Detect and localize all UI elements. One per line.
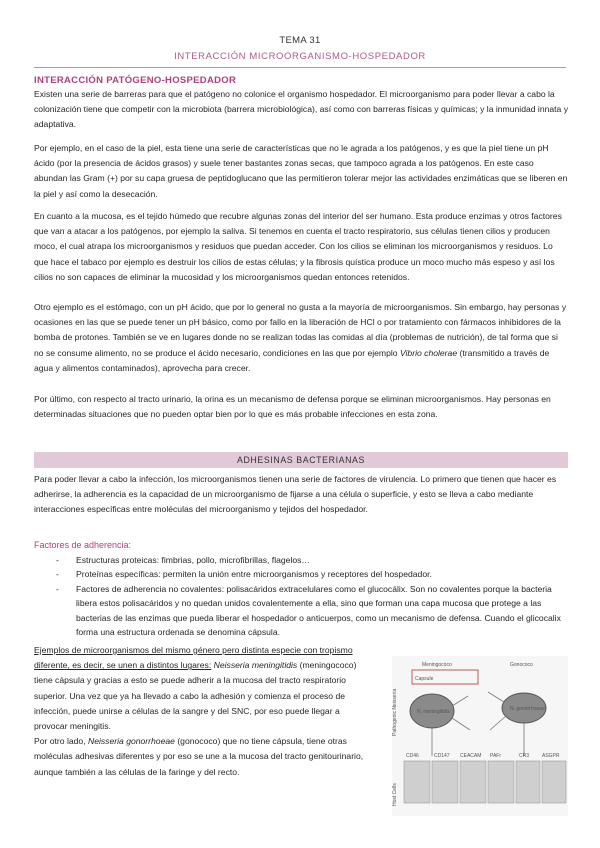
- host-cells: [404, 761, 566, 803]
- subheading-adherence: Factores de adherencia:: [34, 540, 132, 550]
- topic-number: TEMA 31: [279, 35, 321, 46]
- gonorrhoeae-text: (gonococo) que no tiene cápsula, tiene otras moléculas adhesivas diferentes y por eso se une a la mucosa del tracto genitourinario, aunque también a las células de la faringe y del recto.: [34, 736, 364, 777]
- adherence-list: [56, 553, 568, 639]
- figure-label-left: Meningococo: [422, 662, 452, 668]
- stomach-text-a: Otro ejemplo es el estómago, con un pH ácido, que por lo general no gusta a la mayoría de microorganismos. Sin embargo, hay personas y ocasiones en las que se puede tener un pH básico, como por fallo en la liberación de HCl o por tratamiento con fármacos inhibidores de la bomba de protones. También se ve en lugares donde no se realizan todas las comidas al día (problemas de nutrición), de tal forma que si no se consume alimento, no se produce el ácido necesario, condiciones en las que por ejemplo: [34, 302, 567, 358]
- receptor-label: CEACAM: [460, 753, 482, 759]
- receptor-label: CR3: [519, 753, 530, 759]
- stomach-text-b: (transmitido a través de agua y alimentos contaminados), aprovecha para crecer.: [34, 347, 550, 373]
- paragraph-mucosa: En cuanto a la mucosa, es el tejido húmedo que recubre algunas zonas del interior del ser humano. Esta produce enzimas y otros factores que van a atacar a los patógenos, por ejemplo la saliva. Si tenemos en cuenta el tracto respiratorio, sus células tienen cilios y producen moco, el cual atrapa los microorganismos y residuos que puedan acceder. Con los cilios se eliminan los microorganismos y residuos. Lo que hace el tabaco por ejemplo es destruir los cilios de estas células; y la fibrosis quística produce un moco mucho más espeso y así los cilios no son capaces de eliminar la mucosidad y los microorganismos quedan entonces retenidos.: [34, 211, 562, 282]
- receptor-label: PAFr: [490, 753, 502, 759]
- species-meningitidis: Neisseria meningitidis: [213, 660, 298, 671]
- paragraph-barriers: Existen una serie de barreras para que el patógeno no colonice el organismo hospedador. El microorganismo para poder llevar a cabo la colonización tiene que competir con la microbiota (barrera microbiológica), así como con barreras físicas y químicas; y la inmunidad innata y adaptativa.: [34, 89, 569, 130]
- figure-side-label-bottom: Host Cells: [392, 783, 398, 806]
- paragraph-urinary: Por último, con respecto al tracto urinario, la orina es un mecanismo de defensa porque se eliminan microorganismos. Hay personas en determinadas situaciones que no pueden optar bien por lo que es más probable infecciones en esta zona.: [34, 394, 551, 420]
- header-divider: [34, 67, 566, 68]
- figure-label-right: Gonococo: [510, 662, 533, 668]
- meningitidis-text: (meningococo) tiene cápsula y gracias a esto se puede adherir a la mucosa del tracto respiratorio superior. Una vez que ya ha llevado a cabo la adhesión y comienza el proceso de infección, puede unirse a células de la sangre y del SNC, por eso puede llegar a provocar meningitis.: [34, 660, 357, 732]
- bullet-dash: -: [56, 555, 59, 565]
- receptor-label: ASGPR: [542, 753, 560, 759]
- paragraph-skin: Por ejemplo, en el caso de la piel, esta tiene una serie de características que no le agrada a los patógenos, y es que la piel tiene un pH ácido (por la presencia de ácidos grasos) y suele tener bastantes zonas secas, que tampoco agrada a los patógenos. En este caso abundan las Gram (+) por su capa gruesa de peptidoglucano que las permitieron tolerar mejor las actividades enzimáticas que se liberen en la piel y así como la desecación.: [34, 143, 568, 199]
- figure-side-label-top: Pathogenic Neisseria: [392, 688, 398, 736]
- meningococcus-label: N. meningitidis: [417, 709, 450, 715]
- topic-title: INTERACCIÓN MICROORGANISMO-HOSPEDADOR: [174, 51, 426, 62]
- receptor-label: CD147: [434, 753, 450, 759]
- section-banner: ADHESINAS BACTERIANAS: [34, 452, 568, 468]
- capsule-label: Capsule: [415, 676, 434, 682]
- gonococcus-label: N. gonorrhoeae: [510, 706, 545, 712]
- paragraph-neisseria: [34, 643, 370, 780]
- gonorrhoeae-intro: Por otro lado,: [34, 736, 88, 747]
- list-item: - Factores de adherencia no covalentes: polisacáridos extracelulares como el glucocálix. Son no covalentes porque la bacteria libera estos polisacáridos y no quedan unidos covalentemente a ella, sino que forman una capa mucosa que protege a las bacterias de las enzimas que pueda liberar el hospedador o anticuerpos, como un mecanismo de defensa. Cuando el glicocalix forma una estructura ordenada se denomina cápsula.: [56, 583, 561, 638]
- neisseria-adhesion-figure: [392, 656, 568, 816]
- paragraph-adhesion: Para poder llevar a cabo la infección, los microorganismos tienen una serie de factores de virulencia. Lo primero que tienen que hacer es adherirse, la adherencia es la capacidad de un microorganismo de fijarse a una célula o superficie, y esto se lleva a cabo mediante interacciones específicas entre moléculas del microorganismo y tejidos del hospedador.: [34, 474, 557, 515]
- receptor-label: CD46: [406, 753, 419, 759]
- paragraph-stomach: [34, 300, 568, 376]
- list-item: - Estructuras proteicas: fimbrias, pollo, microfibrillas, flagelos…: [56, 553, 568, 567]
- example-intro: Ejemplos de microorganismos del mismo género pero distinta especie con tropismo diferente, es decir, se unen a distintos lugares:: [34, 645, 353, 671]
- stomach-species: Vibrio cholerae: [399, 347, 458, 358]
- section-heading: INTERACCIÓN PATÓGENO-HOSPEDADOR: [34, 75, 237, 86]
- species-gonorrhoeae: Neisseria gonorrhoeae: [87, 736, 175, 747]
- bullet-dash: -: [56, 583, 59, 594]
- bullet-dash: -: [56, 569, 59, 580]
- list-item: - Proteínas específicas: permiten la unión entre microorganismos y receptores del hospedador.: [56, 567, 568, 581]
